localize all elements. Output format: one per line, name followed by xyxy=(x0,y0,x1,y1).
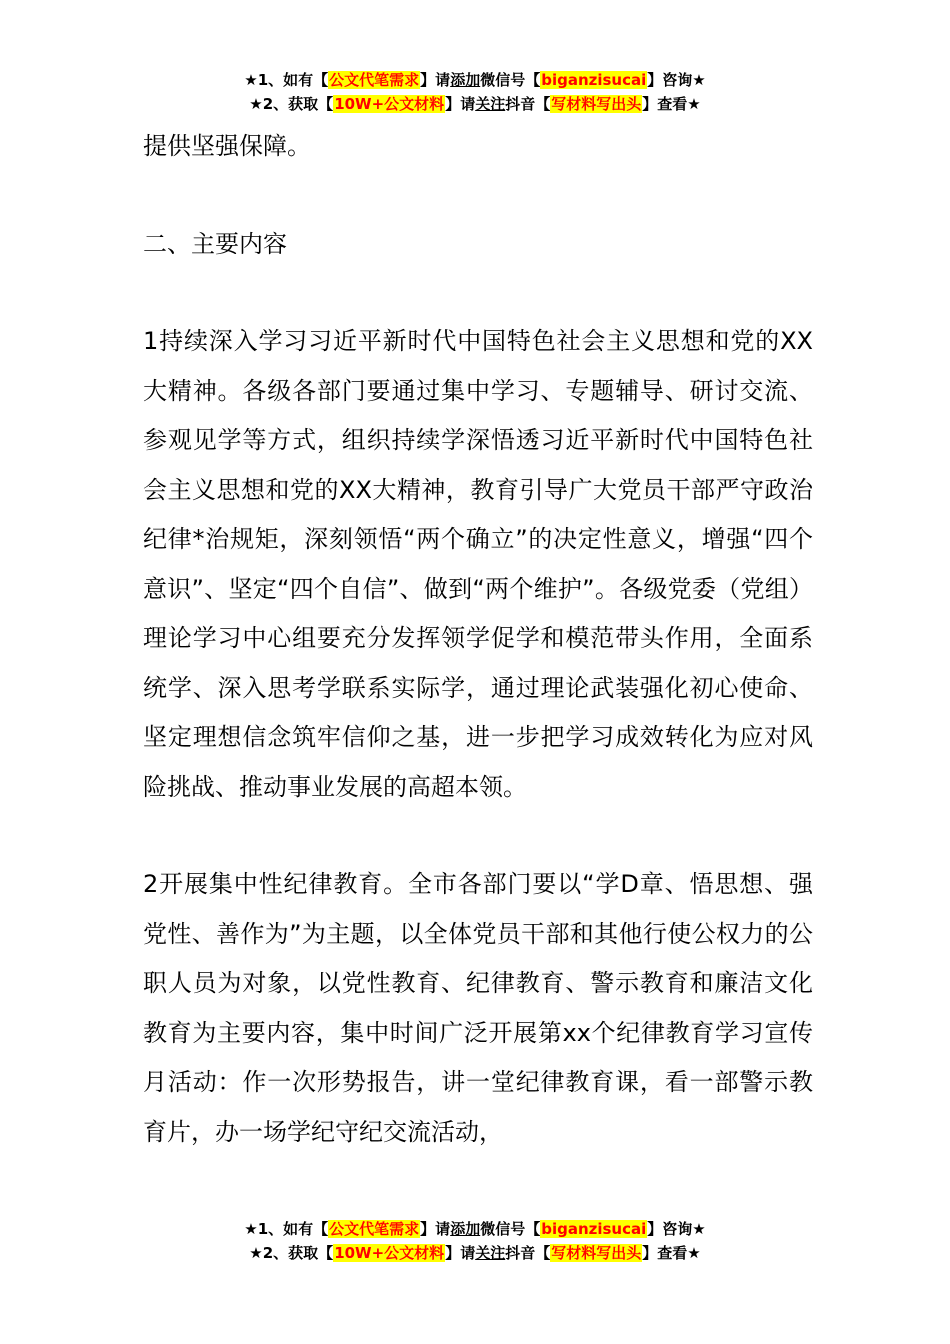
promo-line-2 xyxy=(0,1241,950,1265)
paragraph-gap xyxy=(143,269,813,317)
promo-text: 微信号【 xyxy=(480,71,541,89)
promo-text: 】咨询★ xyxy=(647,1220,706,1238)
promo-highlight: 公文代笔需求 xyxy=(329,71,420,89)
promo-line-1 xyxy=(0,68,950,92)
promo-text: 】请 xyxy=(420,1220,451,1238)
paragraph-2: 2开展集中性纪律教育。全市各部门要以“学D章、悟思想、强党性、善作为”为主题，以全体党员干部和其他行使公权力的公职人员为对象，以党性教育、纪律教育、警示教育和廉洁文化教育为主要内容，集中时间广泛开展第xx个纪律教育学习宣传月活动：作一次形势报告，讲一堂纪律教育课，看一部警示教育片，办一场学纪守纪交流活动， xyxy=(143,870,813,1146)
promo-highlight: 写材料写出头 xyxy=(551,1244,642,1262)
paragraph-gap xyxy=(143,812,813,860)
paragraph-gap xyxy=(143,172,813,220)
promo-text: ★2、获取【 xyxy=(249,95,334,113)
promo-underlined: 关注 xyxy=(475,1244,506,1262)
promo-highlight: biganzisucai xyxy=(541,1220,647,1238)
promo-text: 】请 xyxy=(420,71,451,89)
paragraph-1: 1持续深入学习习近平新时代中国特色社会主义思想和党的XX大精神。各级各部门要通过集中学习、专题辅导、研讨交流、参观见学等方式，组织持续学深悟透习近平新时代中国特色社会主义思想和党的XX大精神，教育引导广大党员干部严守政治纪律*治规矩，深刻领悟“两个确立”的决定性意义，增强“四个意识”、坚定“四个自信”、做到“两个维护”。各级党委（党组）理论学习中心组要充分发挥领学促学和模范带头作用，全面系统学、深入思考学联系实际学，通过理论武装强化初心使命、坚定理想信念筑牢信仰之基，进一步把学习成效转化为应对风险挑战、推动事业发展的高超本领。 xyxy=(143,327,813,801)
section-heading: 二、主要内容 xyxy=(143,229,287,258)
promo-text: 】请 xyxy=(445,1244,476,1262)
promo-highlight: 写材料写出头 xyxy=(551,95,642,113)
promo-highlight: 10W+公文材料 xyxy=(334,95,445,113)
promo-text: ★1、如有【 xyxy=(244,71,329,89)
promo-text: 抖音【 xyxy=(505,1244,551,1262)
promo-underlined: 添加 xyxy=(450,1220,481,1238)
promo-text: 抖音【 xyxy=(505,95,551,113)
promo-text: 】查看★ xyxy=(642,95,701,113)
promo-text: ★1、如有【 xyxy=(244,1220,329,1238)
promo-text: 微信号【 xyxy=(480,1220,541,1238)
continuation-text: 提供坚强保障。 xyxy=(143,132,311,160)
promo-text: ★2、获取【 xyxy=(249,1244,334,1262)
bottom-promo-banner xyxy=(0,1217,950,1265)
promo-text: 】查看★ xyxy=(642,1244,701,1262)
promo-text: 】咨询★ xyxy=(647,71,706,89)
top-promo-banner xyxy=(0,68,950,116)
promo-highlight: biganzisucai xyxy=(541,71,647,89)
promo-text: 】请 xyxy=(445,95,476,113)
promo-line-2 xyxy=(0,92,950,116)
promo-underlined: 关注 xyxy=(475,95,506,113)
promo-underlined: 添加 xyxy=(450,71,481,89)
document-body xyxy=(143,122,813,1157)
promo-line-1 xyxy=(0,1217,950,1241)
promo-highlight: 10W+公文材料 xyxy=(334,1244,445,1262)
promo-highlight: 公文代笔需求 xyxy=(329,1220,420,1238)
